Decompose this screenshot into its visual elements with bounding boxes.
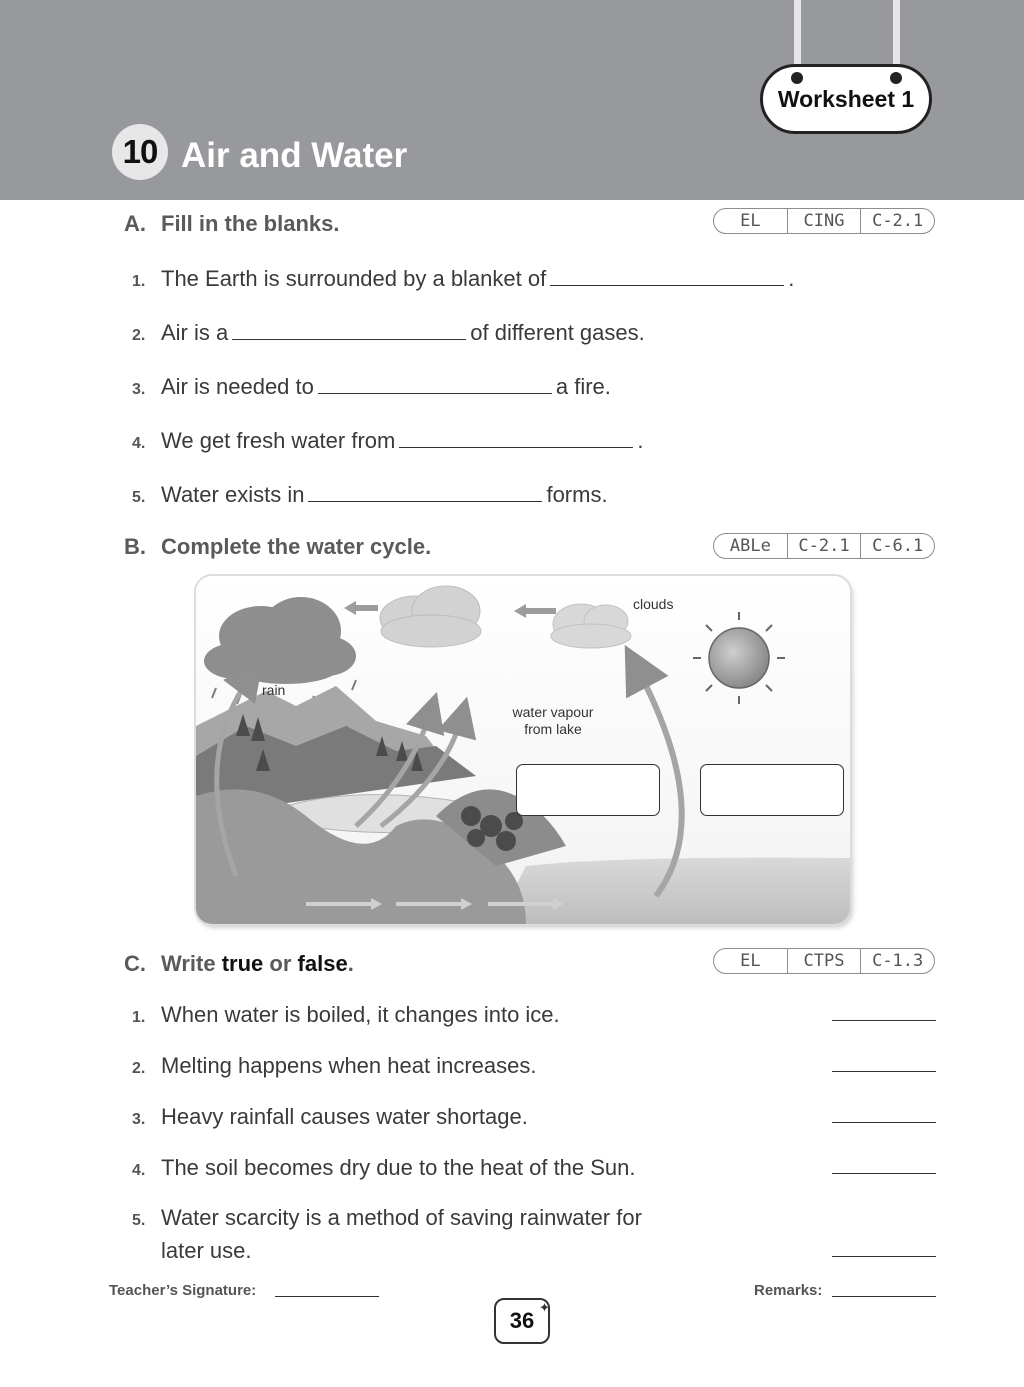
answer-blank[interactable]	[399, 429, 633, 448]
page-number: 36	[509, 1308, 535, 1333]
true-false-question	[132, 1155, 636, 1181]
question-text: We get fresh water from	[161, 428, 396, 453]
question-number: 4.	[132, 1162, 146, 1179]
remarks-line[interactable]	[832, 1296, 936, 1297]
chapter-number-badge	[112, 124, 168, 180]
question-number: 2.	[132, 1060, 146, 1077]
question-text: The soil becomes dry due to the heat of the Sun.	[161, 1155, 636, 1180]
question-text-continued: later use.	[161, 1238, 252, 1263]
fill-blank-question	[132, 374, 611, 400]
section-c-heading	[124, 951, 354, 977]
water-vapour-label: water vapour from lake	[512, 704, 594, 737]
answer-line[interactable]	[832, 1256, 936, 1257]
answer-blank[interactable]	[318, 375, 552, 394]
question-number: 4.	[132, 435, 146, 452]
true-false-question	[132, 1002, 560, 1028]
cloud-right	[551, 604, 631, 648]
question-text: The Earth is surrounded by a blanket of	[161, 266, 547, 291]
section-c-title-suffix: .	[347, 951, 354, 976]
section-c-letter: C.	[124, 951, 146, 976]
section-a-title: Fill in the blanks.	[161, 211, 340, 236]
true-false-question	[132, 1104, 528, 1130]
section-b-title: Complete the water cycle.	[161, 534, 432, 559]
question-text: Air is needed to	[161, 374, 314, 399]
question-text: Heavy rainfall causes water shortage.	[161, 1104, 528, 1129]
answer-line[interactable]	[832, 1122, 936, 1123]
code-tag: C-2.1	[787, 534, 861, 558]
section-a-heading	[124, 211, 339, 237]
question-text-after: .	[788, 266, 795, 291]
question-text-after: of different gases.	[470, 320, 645, 345]
remarks-label: Remarks:	[754, 1282, 823, 1299]
chapter-number: 10	[122, 133, 158, 170]
question-text: Water scarcity is a method of saving rainwater for	[161, 1205, 642, 1230]
word-false: false	[297, 951, 348, 976]
question-number: 1.	[132, 273, 146, 290]
answer-line[interactable]	[832, 1020, 936, 1021]
question-text: Air is a	[161, 320, 229, 345]
tag-hole-right	[890, 72, 902, 84]
question-text: Water exists in	[161, 482, 305, 507]
true-false-question	[132, 1053, 536, 1079]
word-or: or	[269, 951, 292, 976]
fill-blank-question	[132, 428, 643, 454]
answer-line[interactable]	[832, 1071, 936, 1072]
true-false-question	[132, 1205, 642, 1231]
water-cycle-illustration	[196, 576, 850, 924]
question-number: 5.	[132, 489, 146, 506]
question-text-after: .	[637, 428, 644, 453]
answer-box-right[interactable]	[700, 764, 844, 816]
word-true: true	[221, 951, 264, 976]
question-number: 3.	[132, 381, 146, 398]
answer-blank[interactable]	[550, 267, 784, 286]
fill-blank-question	[132, 320, 645, 346]
water-cycle-diagram	[196, 576, 850, 924]
question-text-after: forms.	[546, 482, 608, 507]
teacher-signature-line[interactable]	[275, 1296, 379, 1297]
code-tag: EL	[740, 211, 761, 231]
code-tag: C-6.1	[860, 534, 934, 558]
section-b-codes	[713, 533, 935, 559]
teacher-signature-label: Teacher’s Signature:	[109, 1282, 257, 1299]
question-number: 2.	[132, 327, 146, 344]
answer-box-left[interactable]	[516, 764, 660, 816]
fill-blank-question	[132, 266, 794, 292]
section-c-codes	[713, 948, 935, 974]
question-number: 3.	[132, 1111, 146, 1128]
code-tag: CTPS	[787, 949, 861, 973]
star-icon: ✦	[539, 1300, 550, 1315]
question-number: 1.	[132, 1009, 146, 1026]
fill-blank-question	[132, 482, 608, 508]
answer-blank[interactable]	[232, 321, 466, 340]
code-tag: C-2.1	[860, 209, 934, 233]
tag-hole-left	[791, 72, 803, 84]
worksheet-label: Worksheet 1	[777, 85, 915, 112]
code-tag: CING	[787, 209, 861, 233]
rain-label: rain	[262, 682, 286, 698]
section-a-letter: A.	[124, 211, 146, 236]
section-c-title-prefix: Write	[161, 951, 216, 976]
section-a-codes	[713, 208, 935, 234]
section-b-letter: B.	[124, 534, 146, 559]
code-tag: C-1.3	[860, 949, 934, 973]
clouds-label: clouds	[633, 596, 674, 612]
question-text: When water is boiled, it changes into ice.	[161, 1002, 560, 1027]
section-b-heading	[124, 534, 431, 560]
question-number: 5.	[132, 1212, 146, 1229]
code-tag: ABLe	[729, 536, 771, 556]
question-text-after: a fire.	[555, 374, 611, 399]
question-text: Melting happens when heat increases.	[161, 1053, 537, 1078]
chapter-title: Air and Water	[181, 136, 408, 175]
code-tag: EL	[740, 951, 761, 971]
answer-line[interactable]	[832, 1173, 936, 1174]
worksheet-tag	[760, 64, 932, 134]
answer-blank[interactable]	[308, 483, 542, 502]
